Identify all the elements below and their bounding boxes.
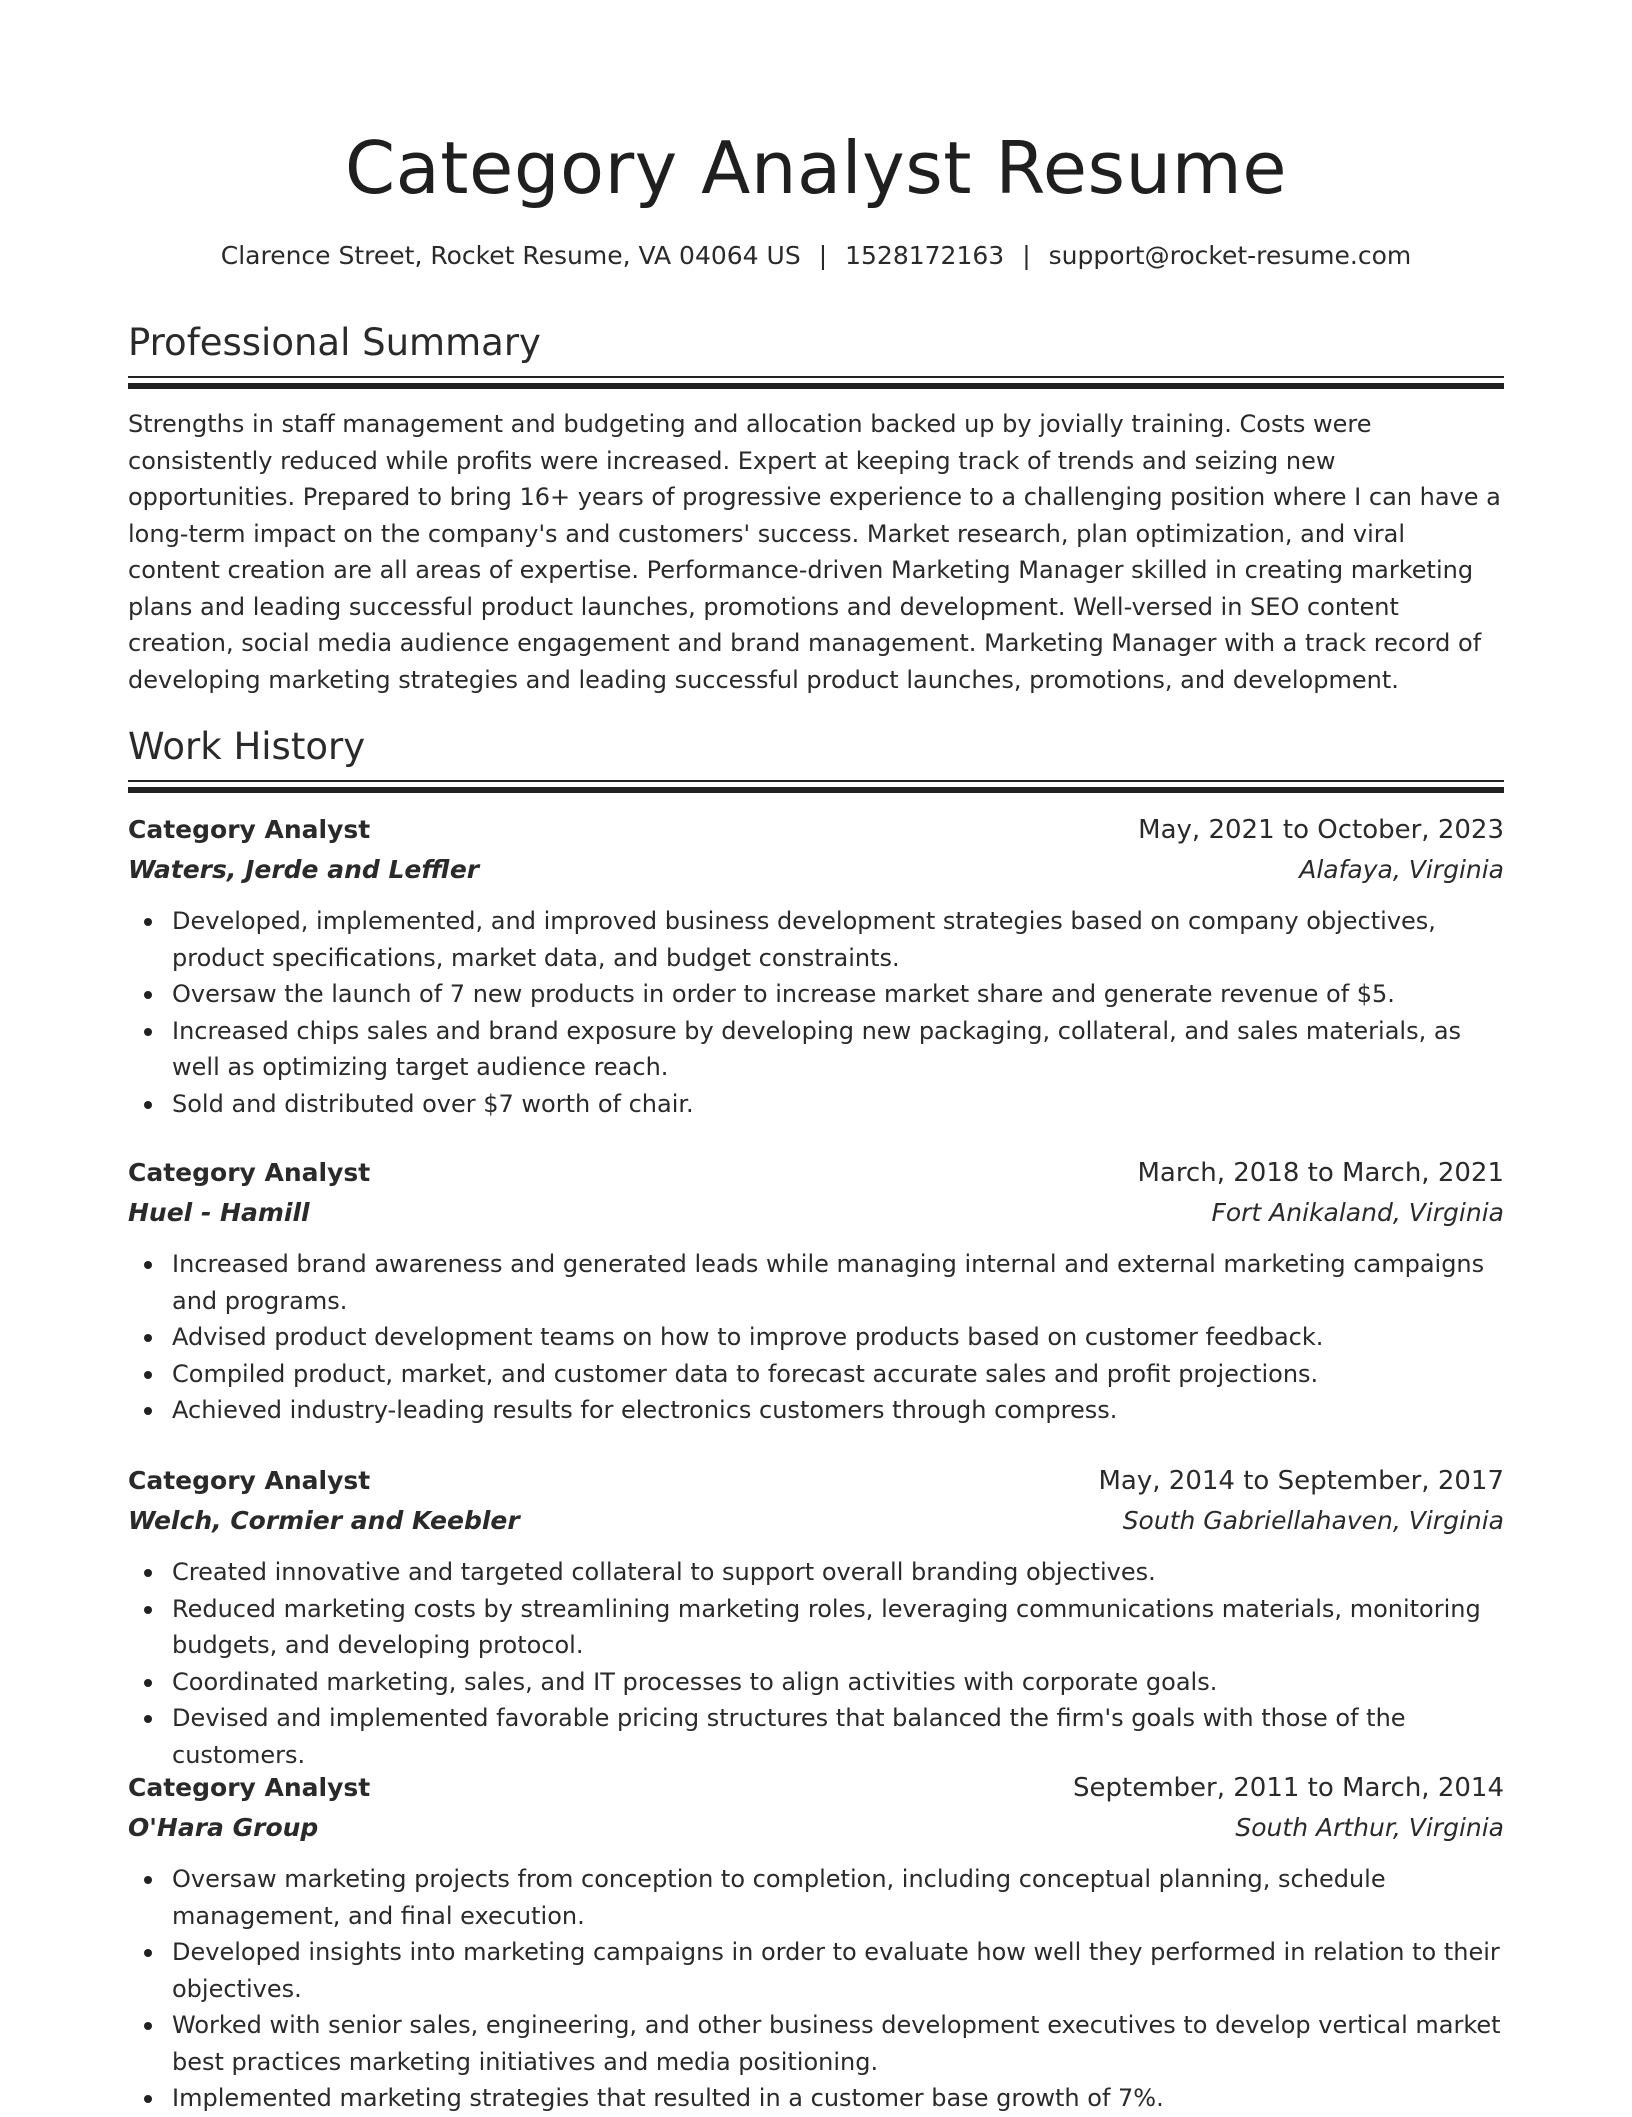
job-bullets bbox=[128, 903, 1504, 1122]
job-location: Alafaya, Virginia bbox=[1299, 855, 1504, 884]
job-bullet: Achieved industry-leading results for electronics customers through compress. bbox=[128, 1392, 1504, 1429]
job-company: O'Hara Group bbox=[128, 1813, 319, 1842]
job-title: Category Analyst bbox=[128, 1466, 371, 1495]
job-bullet: Worked with senior sales, engineering, and other business development executives to develop vertical market best practices marketing initiatives and media positioning. bbox=[128, 2007, 1504, 2080]
job-company: Waters, Jerde and Leffler bbox=[128, 855, 480, 884]
job-bullet: Advised product development teams on how to improve products based on customer feedback. bbox=[128, 1319, 1504, 1356]
job-dates: May, 2021 to October, 2023 bbox=[1138, 815, 1504, 845]
job-company: Huel - Hamill bbox=[128, 1198, 310, 1227]
job-bullet: Oversaw marketing projects from conception to completion, including conceptual planning, schedule management, and final execution. bbox=[128, 1861, 1504, 1934]
job-entry bbox=[128, 810, 1504, 1122]
job-location: Fort Anikaland, Virginia bbox=[1211, 1198, 1504, 1227]
job-subheader-row bbox=[128, 850, 1504, 889]
contact-separator: | bbox=[1022, 241, 1031, 270]
job-dates: September, 2011 to March, 2014 bbox=[1073, 1773, 1504, 1803]
job-location: South Arthur, Virginia bbox=[1235, 1813, 1504, 1842]
job-bullet: Increased chips sales and brand exposure by developing new packaging, collateral, and sales materials, as well as optimizing target audience reach. bbox=[128, 1013, 1504, 1086]
contact-separator: | bbox=[818, 241, 828, 270]
job-subheader-row bbox=[128, 1501, 1504, 1540]
work-history-heading: Work History bbox=[128, 725, 366, 768]
job-subheader-row bbox=[128, 1193, 1504, 1232]
job-location: South Gabriellahaven, Virginia bbox=[1122, 1506, 1504, 1535]
job-dates: March, 2018 to March, 2021 bbox=[1137, 1158, 1504, 1188]
job-bullets bbox=[128, 1246, 1504, 1429]
job-header-row bbox=[128, 810, 1504, 850]
job-bullet: Developed, implemented, and improved business development strategies based on company objectives, product specifications, market data, and budget constraints. bbox=[128, 903, 1504, 976]
job-bullet: Compiled product, market, and customer data to forecast accurate sales and profit projections. bbox=[128, 1356, 1504, 1393]
job-entry bbox=[128, 1461, 1504, 1773]
page-title: Category Analyst Resume bbox=[344, 126, 1288, 210]
contact-phone: 1528172163 bbox=[845, 241, 1005, 270]
job-bullet: Coordinated marketing, sales, and IT processes to align activities with corporate goals. bbox=[128, 1664, 1504, 1701]
job-entry bbox=[128, 1153, 1504, 1429]
job-entry bbox=[128, 1768, 1504, 2117]
job-bullet: Increased brand awareness and generated leads while managing internal and external marketing campaigns and programs. bbox=[128, 1246, 1504, 1319]
job-bullet: Sold and distributed over $7 worth of chair. bbox=[128, 1086, 1504, 1123]
job-bullets bbox=[128, 1554, 1504, 1773]
summary-heading: Professional Summary bbox=[128, 321, 541, 364]
job-bullet: Devised and implemented favorable pricing structures that balanced the firm's goals with those of the customers. bbox=[128, 1700, 1504, 1773]
summary-text: Strengths in staff management and budgeting and allocation backed up by jovially training. Costs were consistently reduced while profits were increased. Expert at keeping track of trends and seizing new opportunities. Prepared to bring 16+ years of progressive experience to a challenging position where I can have a long-term impact on the company's and customers' success. Market research, plan optimization, and viral content creation are all areas of expertise. Performance-driven Marketing Manager skilled in creating marketing plans and leading successful product launches, promotions and development. Well-versed in SEO content creation, social media audience engagement and brand management. Marketing Manager with a track record of developing marketing strategies and leading successful product launches, promotions, and development. bbox=[128, 410, 1501, 694]
job-bullet: Reduced marketing costs by streamlining marketing roles, leveraging communications materials, monitoring budgets, and developing protocol. bbox=[128, 1591, 1504, 1664]
contact-line bbox=[128, 236, 1504, 276]
job-bullet: Developed insights into marketing campaigns in order to evaluate how well they performed in relation to their objectives. bbox=[128, 1934, 1504, 2007]
job-bullets bbox=[128, 1861, 1504, 2117]
job-subheader-row bbox=[128, 1808, 1504, 1847]
job-company: Welch, Cormier and Keebler bbox=[128, 1506, 520, 1535]
job-title: Category Analyst bbox=[128, 1158, 371, 1187]
contact-email: support@rocket-resume.com bbox=[1048, 241, 1412, 270]
job-title: Category Analyst bbox=[128, 815, 371, 844]
job-bullet: Oversaw the launch of 7 new products in order to increase market share and generate revenue of $5. bbox=[128, 976, 1504, 1013]
job-dates: May, 2014 to September, 2017 bbox=[1098, 1466, 1504, 1496]
job-bullet: Implemented marketing strategies that resulted in a customer base growth of 7%. bbox=[128, 2080, 1504, 2117]
job-title: Category Analyst bbox=[128, 1773, 371, 1802]
summary-divider bbox=[128, 376, 1504, 389]
job-header-row bbox=[128, 1461, 1504, 1501]
work-history-divider bbox=[128, 780, 1504, 793]
job-header-row bbox=[128, 1153, 1504, 1193]
contact-address: Clarence Street, Rocket Resume, VA 04064 US bbox=[220, 241, 801, 270]
job-bullet: Created innovative and targeted collateral to support overall branding objectives. bbox=[128, 1554, 1504, 1591]
job-header-row bbox=[128, 1768, 1504, 1808]
